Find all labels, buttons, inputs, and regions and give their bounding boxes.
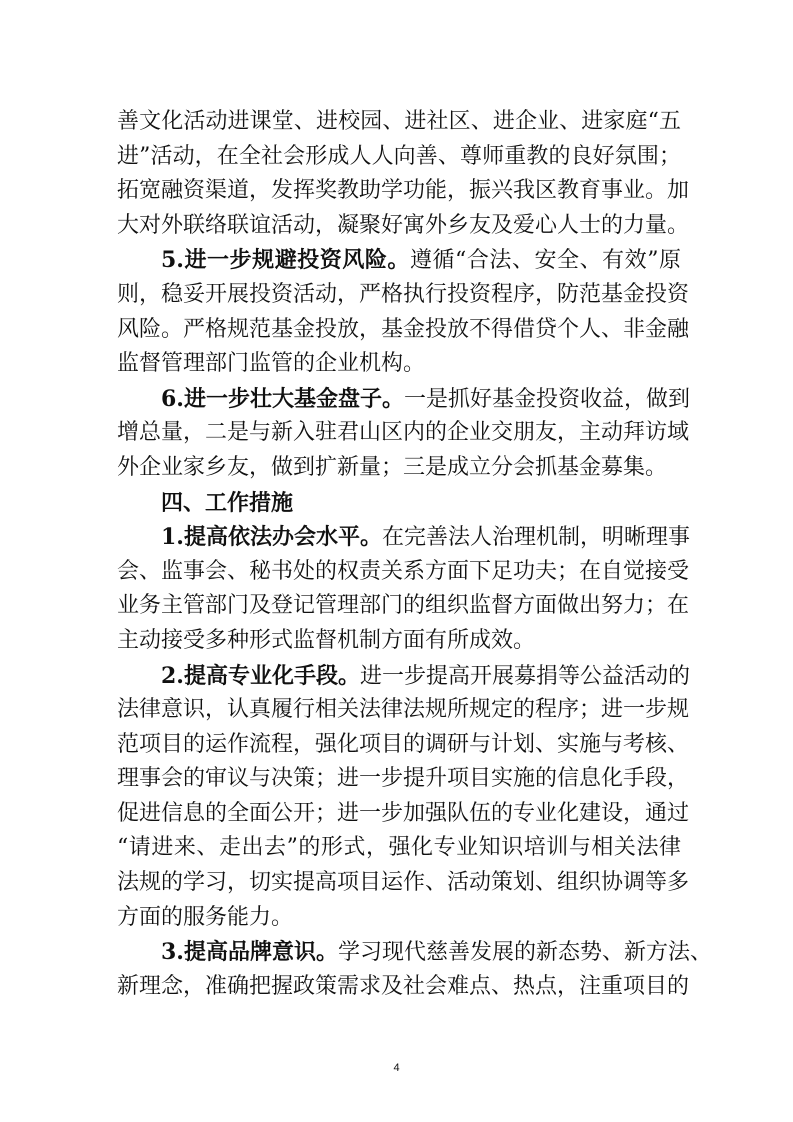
line-text: 促进信息的全面公开；进一步加强队伍的专业化建设，通过: [117, 800, 690, 826]
line-text: 业务主管部门及登记管理部门的组织监督方面做出努力；在: [117, 593, 690, 619]
paragraph: [117, 105, 690, 243]
line-text: 增总量，二是与新入驻君山区内的企业交朋友，主动拜访域: [117, 420, 690, 446]
line-text: 在完善法人治理机制，明晰理事: [381, 525, 690, 551]
text-line: [117, 347, 681, 382]
line-text: 遵循“合法、安全、有效”原: [409, 248, 682, 274]
text-line: [117, 728, 690, 763]
line-text: 进”活动，在全社会形成人人向善、尊师重教的良好氛围；: [117, 143, 681, 169]
paragraph: [117, 935, 712, 1004]
line-text: 法规的学习，切实提高项目运作、活动策划、组织协调等多: [117, 870, 690, 896]
section-heading: 3.提高品牌意识。: [161, 939, 338, 966]
text-line: [117, 693, 690, 728]
line-text: 主动接受多种形式监督机制方面有所成效。: [117, 627, 536, 653]
text-line: [117, 174, 690, 209]
text-line: [117, 313, 690, 348]
text-line: [117, 589, 690, 624]
line-text: 法律意识，认真履行相关法律法规所规定的程序；进一步规: [117, 697, 690, 723]
line-text: 会、监事会、秘书处的权责关系方面下足功夫；在自觉接受: [117, 558, 690, 584]
text-line: [117, 278, 690, 313]
section-heading: 5.进一步规避投资风险。: [161, 247, 410, 274]
paragraph: [117, 520, 690, 658]
line-text: 拓宽融资渠道，发挥奖教助学功能，振兴我区教育事业。加: [117, 178, 690, 204]
section-heading: 2.提高专业化手段。: [161, 662, 360, 689]
paragraph: [117, 382, 690, 486]
text-line: [117, 831, 681, 866]
text-line: [117, 901, 681, 936]
document-body: [117, 105, 712, 1004]
text-line: [117, 140, 681, 175]
line-text: 风险。严格规范基金投放，基金投放不得借贷个人、非金融: [117, 316, 690, 342]
line-text: “请进来、走出去”的形式，强化专业知识培训与相关法律: [117, 835, 681, 861]
paragraph: [117, 659, 690, 936]
line-text: 大对外联络联谊活动，凝聚好寓外乡友及爱心人士的力量。: [117, 212, 690, 238]
paragraph: [117, 486, 681, 521]
line-text: 则，稳妥开展投资活动，严格执行投资程序，防范基金投资: [117, 281, 690, 307]
text-line: [117, 797, 690, 832]
section-heading: 6.进一步壮大基金盘子。: [161, 385, 404, 412]
text-line: [117, 382, 690, 417]
text-line: [117, 624, 681, 659]
line-text: 监督管理部门监管的企业机构。: [117, 351, 426, 377]
text-line: [117, 486, 681, 521]
line-text: 进一步提高开展募捐等公益活动的: [359, 663, 690, 689]
paragraph: [117, 243, 690, 381]
line-text: 新理念，准确把握政策需求及社会难点、热点，注重项目的: [117, 973, 690, 999]
page-number: 4: [393, 1062, 400, 1074]
line-text: 一是抓好基金投资收益，做到: [403, 386, 690, 412]
text-line: [117, 970, 690, 1005]
line-text: 方面的服务能力。: [117, 904, 294, 930]
line-text: 外企业家乡友，做到扩新量；三是成立分会抓基金募集。: [117, 454, 668, 480]
text-line: [117, 209, 690, 244]
text-line: [117, 416, 690, 451]
text-line: [117, 520, 690, 555]
text-line: [117, 105, 681, 140]
text-line: [117, 243, 681, 278]
section-heading: 1.提高依法办会水平。: [161, 524, 382, 551]
line-text: 善文化活动进课堂、进校园、进社区、进企业、进家庭“五: [117, 109, 681, 134]
text-line: [117, 935, 712, 970]
text-line: [117, 451, 681, 486]
text-line: [117, 762, 690, 797]
section-title: 四、工作措施: [161, 489, 294, 516]
text-line: [117, 555, 690, 590]
text-line: [117, 866, 690, 901]
line-text: 理事会的审议与决策；进一步提升项目实施的信息化手段，: [117, 766, 690, 792]
line-text: 学习现代慈善发展的新态势、新方法、: [337, 940, 712, 966]
line-text: 范项目的运作流程，强化项目的调研与计划、实施与考核、: [117, 731, 690, 757]
text-line: [117, 659, 690, 694]
